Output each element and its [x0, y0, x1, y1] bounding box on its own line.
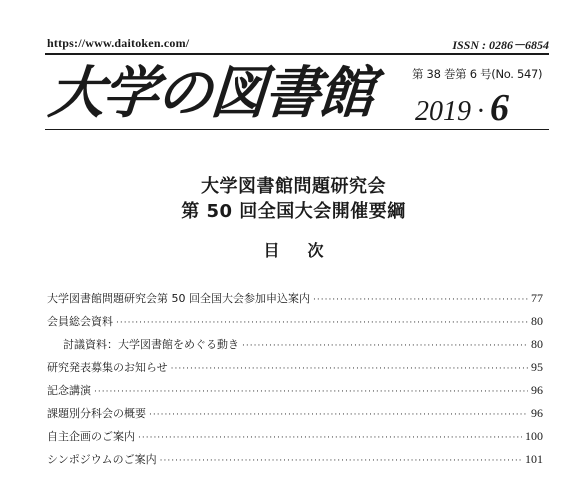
- volume-number: 第 38 巻第 6 号(No. 547): [412, 67, 543, 81]
- toc-item-label: 記念講演: [47, 384, 91, 397]
- toc-leader: [242, 341, 528, 351]
- toc-item-label: シンポジウムのご案内: [47, 453, 157, 466]
- header-rule: [45, 129, 549, 130]
- toc-leader: [149, 410, 528, 420]
- top-rule: [45, 53, 549, 55]
- toc-leader: [313, 295, 528, 305]
- journal-title: 大学の図書館: [46, 60, 375, 126]
- toc-item-page: 101: [525, 452, 543, 466]
- toc-item-label: 会員総会資料: [47, 315, 113, 328]
- toc-item-page: 100: [525, 429, 543, 443]
- headline-organization: 大学図書館問題研究会: [201, 176, 386, 197]
- toc-item[interactable]: [47, 336, 543, 359]
- toc-leader: [160, 456, 522, 466]
- toc-heading: 目次: [263, 241, 352, 260]
- toc-item-page: 80: [531, 314, 543, 328]
- toc-item-label: 課題別分科会の概要: [47, 407, 146, 420]
- toc-item-label: 研究発表募集のお知らせ: [47, 361, 168, 374]
- issn-number: ISSN : 0286－6854: [452, 38, 549, 52]
- toc-item[interactable]: [47, 313, 543, 336]
- toc-leader: [171, 364, 528, 374]
- toc-item-label: 大学図書館問題研究会第 50 回全国大会参加申込案内: [47, 292, 310, 305]
- toc-item-page: 96: [531, 406, 543, 420]
- toc-leader: [94, 387, 528, 397]
- toc-item[interactable]: [47, 359, 543, 382]
- toc-item-page: 77: [531, 291, 543, 305]
- toc-item-page: 95: [531, 360, 543, 374]
- toc-item[interactable]: [47, 290, 543, 313]
- date-separator: ·: [477, 96, 484, 127]
- table-of-contents: [47, 290, 543, 474]
- toc-item-page: 80: [531, 337, 543, 351]
- toc-leader: [138, 433, 522, 443]
- toc-item[interactable]: [47, 405, 543, 428]
- toc-item-page: 96: [531, 383, 543, 397]
- toc-item-label: 討議資料：大学図書館をめぐる動き: [63, 338, 239, 351]
- website-url[interactable]: https://www.daitoken.com/: [47, 36, 190, 50]
- toc-item[interactable]: [47, 451, 543, 474]
- toc-item[interactable]: [47, 428, 543, 451]
- toc-item[interactable]: [47, 382, 543, 405]
- issue-month: 6: [490, 87, 509, 129]
- toc-leader: [116, 318, 528, 328]
- headline-conference: 第 50 回全国大会開催要綱: [181, 201, 406, 222]
- issue-year: 2019: [415, 96, 471, 127]
- issue-date: [415, 86, 509, 130]
- toc-item-label: 自主企画のご案内: [47, 430, 135, 443]
